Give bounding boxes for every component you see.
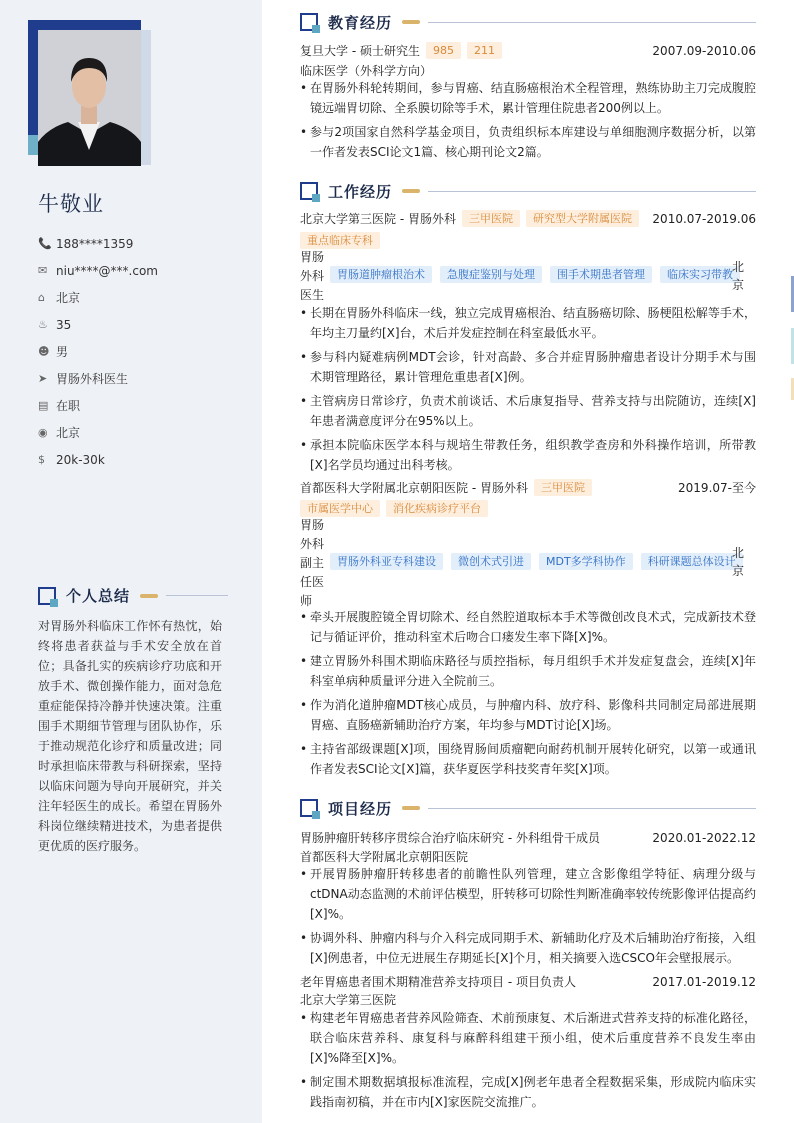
job-2-location: 北京 bbox=[732, 546, 745, 578]
send-icon: ➤ bbox=[38, 372, 48, 385]
section-divider bbox=[166, 595, 228, 596]
projects-title: 项目经历 bbox=[328, 799, 393, 818]
list-item: • 在胃肠外科轮转期间，参与胃癌、结直肠癌根治术全程管理，熟练协助主刀完成腹腔镜远端胃切除、全系膜切除等手术，累计管理住院患者200例以上。 bbox=[300, 78, 756, 118]
section-pill-decor bbox=[402, 20, 420, 24]
list-item: • 参与2项国家自然科学基金项目，负责组织标本库建设与单细胞测序数据分析，以第一作者发表SCI论文1篇、核心期刊论文2篇。 bbox=[300, 122, 756, 162]
project-2-name: 老年胃癌患者围术期精准营养支持项目 - 项目负责人 bbox=[300, 975, 576, 989]
skill-tag: 围手术期患者管理 bbox=[550, 266, 652, 283]
project-2-header bbox=[300, 973, 756, 990]
list-item: • 长期在胃肠外科临床一线，独立完成胃癌根治、结直肠癌切除、肠梗阻松解等手术，年均主刀量约[X]台，术后并发症控制在科室最低水平。 bbox=[300, 303, 756, 343]
info-phone bbox=[38, 230, 248, 257]
section-divider bbox=[428, 22, 756, 23]
job-tag: 重点临床专科 bbox=[300, 232, 380, 249]
job-2-tags-row2 bbox=[300, 500, 756, 517]
info-phone-text: 188****1359 bbox=[56, 236, 134, 251]
job-tag: 市属医学中心 bbox=[300, 500, 380, 517]
education-title: 教育经历 bbox=[328, 13, 393, 32]
job-1-date: 2010.07-2019.06 bbox=[652, 211, 756, 226]
skill-tag: 胃肠外科亚专科建设 bbox=[330, 553, 443, 570]
education-entry-header bbox=[300, 42, 756, 59]
skill-tag: MDT多学科协作 bbox=[539, 553, 633, 570]
info-age bbox=[38, 311, 248, 338]
location-pin-icon: ◉ bbox=[38, 426, 48, 439]
phone-icon: 📞 bbox=[38, 237, 52, 250]
job-tag: 三甲医院 bbox=[534, 479, 592, 496]
job-tag: 研究型大学附属医院 bbox=[526, 210, 639, 227]
salary-icon: $ bbox=[38, 453, 45, 466]
summary-heading bbox=[38, 585, 228, 606]
projects-heading bbox=[300, 797, 756, 819]
gender-icon: ☻ bbox=[38, 345, 50, 358]
job-1-role: 胃肠外科医生 bbox=[300, 250, 325, 302]
education-tag: 211 bbox=[467, 42, 502, 59]
job-1-bullets bbox=[300, 303, 756, 479]
project-1-date: 2020.01-2022.12 bbox=[652, 830, 756, 845]
info-salary-text: 20k-30k bbox=[56, 452, 105, 467]
section-square-icon bbox=[300, 182, 318, 200]
job-1-location: 北京 bbox=[732, 260, 745, 292]
skill-tag: 临床实习带教 bbox=[660, 266, 740, 283]
project-2-org: 北京大学第三医院 bbox=[300, 993, 397, 1007]
info-status-text: 在职 bbox=[56, 399, 81, 413]
cake-icon: ♨ bbox=[38, 318, 48, 331]
skill-tag: 微创术式引进 bbox=[451, 553, 531, 570]
list-item: • 协调外科、肿瘤内科与介入科完成同期手术、新辅助化疗及术后辅助治疗衔接，入组[X]例患者，中位无进展生存期延长[X]个月，相关摘要入选CSCO年会壁报展示。 bbox=[300, 928, 756, 968]
summary-text: 对胃肠外科临床工作怀有热忱，始终将患者获益与手术安全放在首位；具备扎实的疾病诊疗功底和开放手术、微创操作能力，面对急危重症能保持冷静并快速决策。注重围手术期细节管理与团队协作，乐于推动规范化诊疗和质量改进；同时承担临床带教与科研探索，坚持以临床问题为导向开展研究，并关注年轻医生的成长。希望在胃肠外科岗位继续精进技术，为患者提供更优质的医疗服务。 bbox=[38, 619, 222, 853]
education-heading bbox=[300, 11, 756, 33]
home-icon: ⌂ bbox=[38, 291, 45, 304]
list-item: • 构建老年胃癌患者营养风险筛查、术前预康复、术后渐进式营养支持的标准化路径，联合临床营养科、康复科与麻醉科组建干预小组，使术后重度营养不良发生率由[X]%降至[X]%。 bbox=[300, 1008, 756, 1068]
job-1-skills bbox=[330, 266, 748, 283]
photo-frame-shadow bbox=[141, 30, 151, 165]
info-city-text: 北京 bbox=[56, 426, 81, 440]
project-1-org: 首都医科大学附属北京朝阳医院 bbox=[300, 850, 469, 864]
job-2-role: 胃肠外科副主任医师 bbox=[300, 518, 325, 608]
list-item: • 主管病房日常诊疗，负责术前谈话、术后康复指导、营养支持与出院随访，连续[X]年患者满意度评分在95%以上。 bbox=[300, 391, 756, 431]
work-title: 工作经历 bbox=[328, 182, 393, 201]
list-item: • 主持省部级课题[X]项，围绕胃肠间质瘤靶向耐药机制开展转化研究，以第一或通讯作者发表SCI论文[X]篇，获华夏医学科技奖青年奖[X]项。 bbox=[300, 739, 756, 779]
job-2-role-block bbox=[300, 516, 756, 608]
info-position-text: 胃肠外科医生 bbox=[56, 372, 129, 386]
info-hometown bbox=[38, 284, 248, 311]
info-gender-text: 男 bbox=[56, 345, 69, 359]
info-age-text: 35 bbox=[56, 317, 72, 332]
info-email-text: niu****@***.com bbox=[56, 263, 158, 278]
education-bullets bbox=[300, 78, 756, 166]
education-org: 复旦大学 - 硕士研究生 bbox=[300, 44, 420, 58]
skill-tag: 科研课题总体设计 bbox=[641, 553, 743, 570]
summary-title: 个人总结 bbox=[66, 587, 131, 605]
project-1-header bbox=[300, 829, 756, 846]
job-2-skills bbox=[330, 553, 751, 570]
mail-icon: ✉ bbox=[38, 264, 48, 277]
section-square-icon bbox=[300, 799, 318, 817]
candidate-name: 牛敬业 bbox=[38, 192, 104, 216]
info-email bbox=[38, 257, 248, 284]
info-gender bbox=[38, 338, 248, 365]
briefcase-icon: ▤ bbox=[38, 399, 49, 412]
contact-info-list bbox=[38, 230, 248, 473]
section-pill-decor bbox=[402, 806, 420, 810]
job-2-header bbox=[300, 479, 756, 496]
info-position bbox=[38, 365, 248, 392]
skill-tag: 胃肠道肿瘤根治术 bbox=[330, 266, 432, 283]
info-salary bbox=[38, 446, 248, 473]
job-tag: 三甲医院 bbox=[462, 210, 520, 227]
job-2-org: 首都医科大学附属北京朝阳医院 - 胃肠外科 bbox=[300, 481, 528, 495]
education-date: 2007.09-2010.06 bbox=[652, 43, 756, 58]
education-tag: 985 bbox=[426, 42, 461, 59]
avatar bbox=[38, 30, 141, 166]
section-square-icon bbox=[300, 13, 318, 31]
list-item: • 制定围术期数据填报标准流程，完成[X]例老年患者全程数据采集，形成院内临床实践指南初稿，并在市内[X]家医院交流推广。 bbox=[300, 1072, 756, 1112]
project-1-bullets bbox=[300, 864, 756, 972]
list-item: • 建立胃肠外科围术期临床路径与质控指标，每月组织手术并发症复盘会，连续[X]年科室单病种质量评分进入全院前三。 bbox=[300, 651, 756, 691]
work-heading bbox=[300, 180, 756, 202]
info-status bbox=[38, 392, 248, 419]
job-2-date: 2019.07-至今 bbox=[678, 481, 756, 495]
section-square-icon bbox=[38, 587, 56, 605]
project-1-name: 胃肠肿瘤肝转移序贯综合治疗临床研究 - 外科组骨干成员 bbox=[300, 831, 600, 845]
job-tag: 消化疾病诊疗平台 bbox=[386, 500, 488, 517]
sidebar bbox=[0, 0, 262, 1123]
job-2-bullets bbox=[300, 607, 756, 783]
list-item: • 作为消化道肿瘤MDT核心成员，与肿瘤内科、放疗科、影像科共同制定局部进展期胃癌、直肠癌新辅助治疗方案，年均参与MDT讨论[X]场。 bbox=[300, 695, 756, 735]
info-hometown-text: 北京 bbox=[56, 291, 81, 305]
section-pill-decor bbox=[140, 594, 158, 598]
education-major: 临床医学（外科学方向） bbox=[300, 64, 433, 78]
section-pill-decor bbox=[402, 189, 420, 193]
section-divider bbox=[428, 191, 756, 192]
list-item: • 开展胃肠肿瘤肝转移患者的前瞻性队列管理，建立含影像组学特征、病理分级与ctDNA动态监测的术前评估模型，肝转移可切除性判断准确率较传统影像评估提高约[X]%。 bbox=[300, 864, 756, 924]
job-1-tags-row2 bbox=[300, 232, 756, 249]
job-1-header bbox=[300, 210, 756, 227]
section-divider bbox=[428, 808, 756, 809]
list-item: • 承担本院临床医学本科与规培生带教任务，组织教学查房和外科操作培训，所带教[X]名学员均通过出科考核。 bbox=[300, 435, 756, 475]
job-1-role-block bbox=[300, 248, 756, 304]
project-2-bullets bbox=[300, 1008, 756, 1116]
info-city bbox=[38, 419, 248, 446]
list-item: • 参与科内疑难病例MDT会诊，针对高龄、多合并症胃肠肿瘤患者设计分期手术与围术期管理路径，累计管理危重患者[X]例。 bbox=[300, 347, 756, 387]
skill-tag: 急腹症鉴别与处理 bbox=[440, 266, 542, 283]
list-item: • 牵头开展腹腔镜全胃切除术、经自然腔道取标本手术等微创改良术式，完成新技术登记与循证评价，推动科室术后吻合口瘘发生率下降[X]%。 bbox=[300, 607, 756, 647]
job-1-org: 北京大学第三医院 - 胃肠外科 bbox=[300, 212, 456, 226]
project-2-date: 2017.01-2019.12 bbox=[652, 974, 756, 989]
